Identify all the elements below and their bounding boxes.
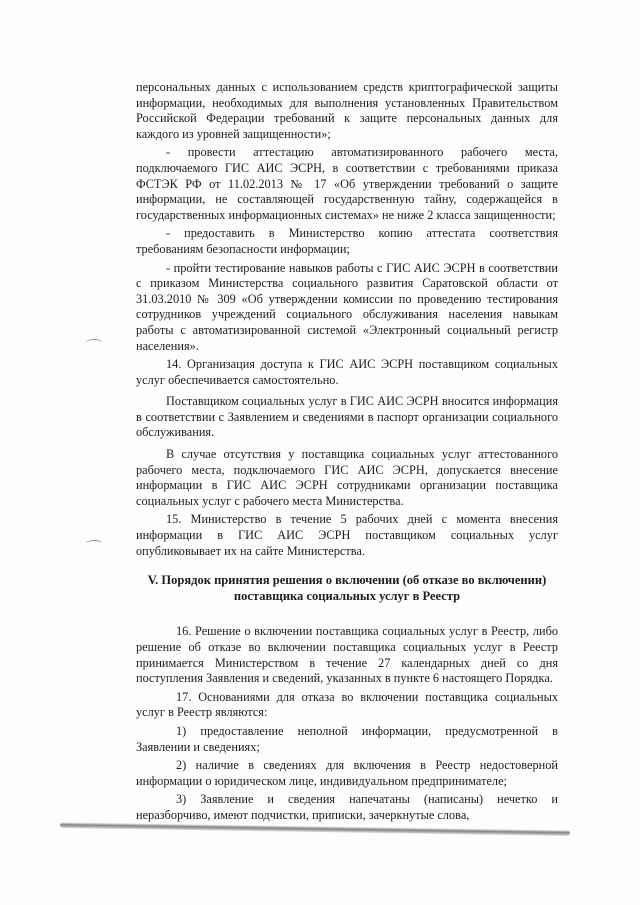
scan-mark [86, 540, 102, 547]
paragraph: 16. Решение о включении поставщика социальных услуг в Реестр, либо решение об отказе во включении поставщика социальных услуг в Реестр принимается Министерством в течение 27 календарных дней со дня поступления Заявления и сведений, указанных в пункте 6 настоящего Порядка. [136, 624, 558, 686]
document-body [136, 80, 558, 827]
paragraph: персональных данных с использованием средств криптографической защиты информации, необходимых для выполнения установленных Правительством Российской Федерации требований к защите персональных данных для каждого из уровней защищенности»; [136, 80, 558, 141]
paragraph: 15. Министерство в течение 5 рабочих дней с момента внесения информации в ГИС АИС ЭСРН поставщиком социальных услуг опубликовывает их на сайте Министерства. [136, 512, 558, 558]
paragraph: - пройти тестирование навыков работы с ГИС АИС ЭСРН в соответствии с приказом Министерства социального развития Саратовской области от 31.03.2010 № 309 «Об утверждении комиссии по проведению тестирования сотрудников учреждений социального обслуживания населения навыкам работы с автоматизированной системой «Электронный социальный регистр населения». [136, 260, 558, 353]
paragraph: - предоставить в Министерство копию аттестата соответствия требованиям безопасности информации; [136, 226, 558, 256]
list-item: 3) Заявление и сведения напечатаны (написаны) нечетко и неразборчиво, имеют подчистки, приписки, зачеркнутые слова, [136, 792, 558, 822]
paragraph: 14. Организация доступа к ГИС АИС ЭСРН поставщиком социальных услуг обеспечивается самостоятельно. [136, 357, 558, 387]
section-heading: V. Порядок принятия решения о включении (об отказе во включении) поставщика социальных услуг в Реестр [147, 573, 547, 603]
paragraph: В случае отсутствия у поставщика социальных услуг аттестованного рабочего места, подключаемого ГИС АИС ЭСРН, допускается внесение информации в ГИС АИС ЭСРН сотрудниками организации поставщика социальных услуг с рабочего места Министерства. [136, 447, 558, 508]
paragraph: - провести аттестацию автоматизированного рабочего места, подключаемого ГИС АИС ЭСРН, в соответствии с требованиями приказа ФСТЭК РФ от 11.02.2013 № 17 «Об утверждении требований о защите информации, не составляющей государственную тайну, содержащейся в государственных информационных системах» не ниже 2 класса защищенности; [136, 145, 558, 222]
list-item: 1) предоставление неполной информации, предусмотренной в Заявлении и сведениях; [136, 723, 558, 754]
paragraph: Поставщиком социальных услуг в ГИС АИС ЭСРН вносится информация в соответствии с Заявлением и сведениями в паспорт организации социального обслуживания. [136, 394, 558, 440]
scan-mark [86, 339, 102, 346]
list-item: 2) наличие в сведениях для включения в Реестр недостоверной информации о юридическом лице, индивидуальном предпринимателе; [136, 758, 558, 788]
paragraph: 17. Основаниями для отказа во включении поставщика социальных услуг в Реестр являются: [136, 689, 558, 720]
